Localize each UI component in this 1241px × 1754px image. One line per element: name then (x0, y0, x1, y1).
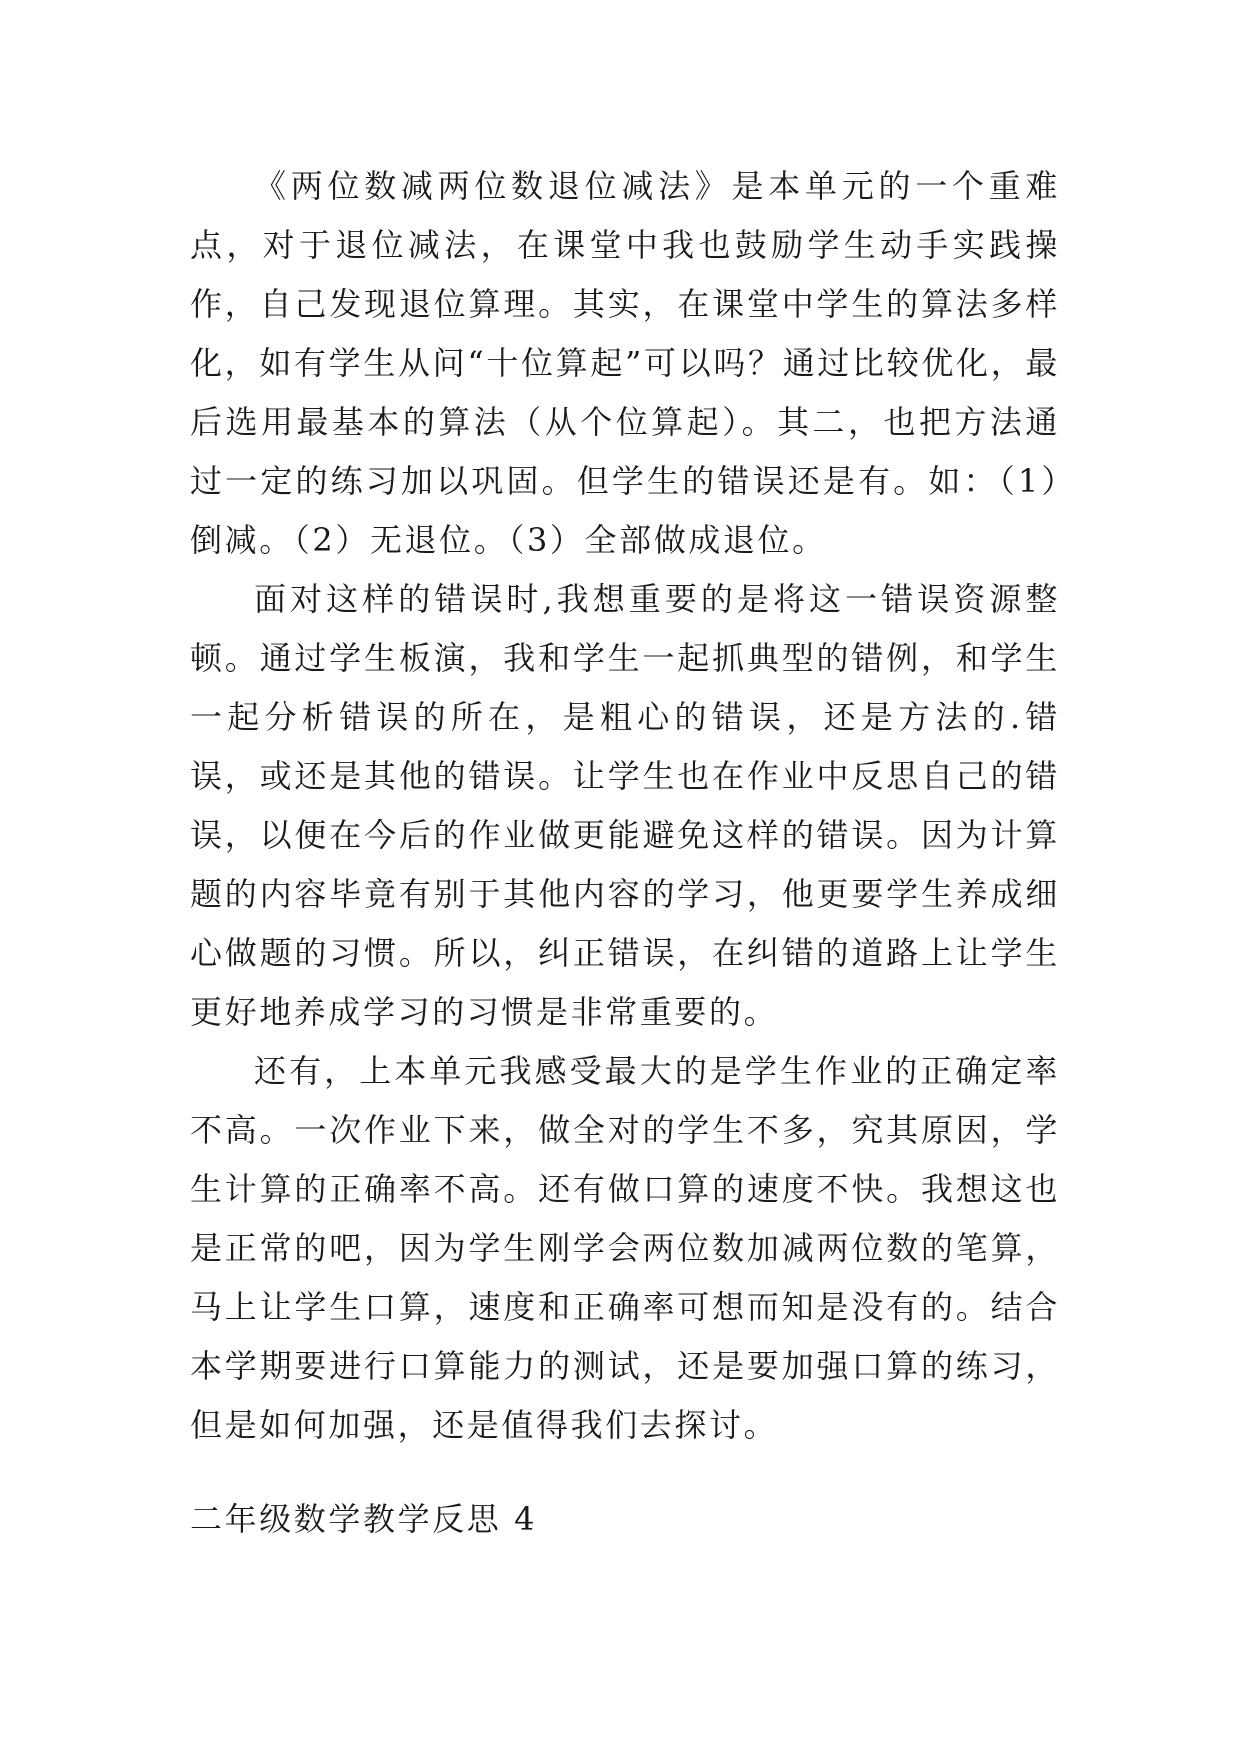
paragraph-2: 面对这样的错误时,我想重要的是将这一错误资源整顿。通过学生板演，我和学生一起抓典型的错例，和学生一起分析错误的所在，是粗心的错误，还是方法的.错误，或还是其他的错误。让学生也在作业中反思自己的错误，以便在今后的作业做更能避免这样的错误。因为计算题的内容毕竟有别于其他内容的学习，他更要学生养成细心做题的习惯。所以，纠正错误，在纠错的道路上让学生更好地养成学习的习惯是非常重要的。 (190, 580, 1060, 1031)
paragraph-3: 还有，上本单元我感受最大的是学生作业的正确定率不高。一次作业下来，做全对的学生不多，究其原因，学生计算的正确率不高。还有做口算的速度不快。我想这也是正常的吧，因为学生刚学会两位数加减两位数的笔算，马上让学生口算，速度和正确率可想而知是没有的。结合本学期要进行口算能力的测试，还是要加强口算的练习，但是如何加强，还是值得我们去探讨。 (190, 1052, 1060, 1444)
section-heading: 二年级数学教学反思 4 (190, 1500, 538, 1538)
paragraph-1: 《两位数减两位数退位减法》是本单元的一个重难点，对于退位减法，在课堂中我也鼓励学生动手实践操作，自己发现退位算理。其实，在课堂中学生的算法多样化，如有学生从问“十位算起”可以吗？通过比较优化，最后选用最基本的算法（从个位算起）。其二，也把方法通过一定的练习加以巩固。但学生的错误还是有。如：（1）倒减。（2）无退位。（3）全部做成退位。 (190, 167, 1060, 559)
document-body (190, 157, 1060, 1455)
